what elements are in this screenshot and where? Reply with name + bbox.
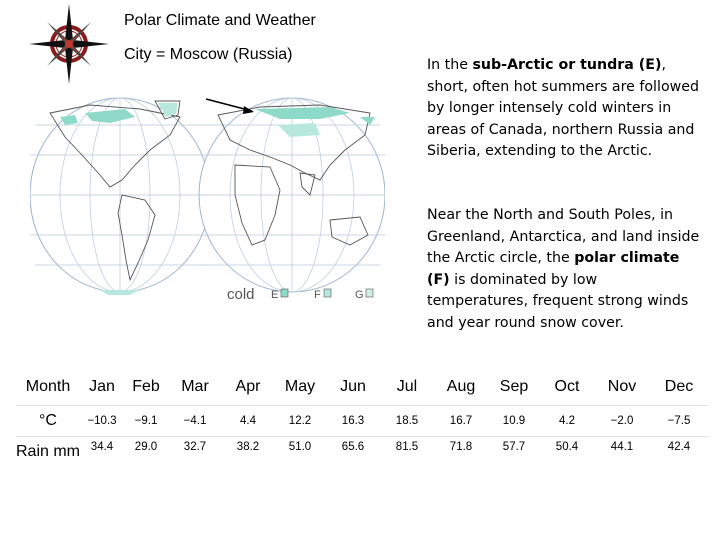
month-cell: Nov [594, 369, 650, 406]
month-cell: Jun [326, 369, 380, 406]
city-subtitle: City = Moscow (Russia) [124, 46, 293, 63]
temperature-cell: −9.1 [124, 406, 168, 437]
month-cell: Feb [124, 369, 168, 406]
map-legend-g-label: G [355, 289, 364, 301]
rain-cell: 34.4 [90, 441, 114, 453]
compass-rose-icon [27, 2, 111, 86]
map-legend-f-label: F [314, 289, 321, 301]
rain-cell: 57.7 [502, 441, 526, 453]
rain-cell: 29.0 [134, 441, 158, 453]
month-cell: Apr [222, 369, 274, 406]
climate-table [16, 369, 708, 497]
month-cell: Jan [80, 369, 124, 406]
temperature-cell: 4.2 [540, 406, 594, 437]
temperature-cell: 16.7 [434, 406, 488, 437]
rain-label: Rain mm [16, 443, 81, 460]
rain-cell: 38.2 [236, 441, 260, 453]
temperature-cell: 10.9 [488, 406, 540, 437]
rain-cell: 51.0 [288, 441, 312, 453]
month-cell: May [274, 369, 326, 406]
temperature-cell: −4.1 [168, 406, 222, 437]
temperature-label: °C [16, 406, 80, 437]
map-legend-f-swatch [324, 289, 331, 297]
temperature-cell: 4.4 [222, 406, 274, 437]
month-cell: Jul [380, 369, 434, 406]
map-legend-title: cold [227, 286, 255, 303]
temperature-cell: −2.0 [594, 406, 650, 437]
rain-row [16, 437, 708, 498]
month-cell: Sep [488, 369, 540, 406]
rain-cell: 81.5 [395, 441, 419, 453]
month-cell: Oct [540, 369, 594, 406]
tundra-description: In the sub-Arctic or tundra (E), short, often hot summers are followed by longer intensely cold winters in areas of Canada, northern Russia and Siberia, extending to the Arctic. [427, 57, 699, 160]
map-legend-e-swatch [281, 289, 288, 297]
month-cell: Aug [434, 369, 488, 406]
temperature-cell: −10.3 [80, 406, 124, 437]
table-header-row [16, 369, 708, 406]
month-cell: Dec [650, 369, 708, 406]
month-cell: Mar [168, 369, 222, 406]
polar-description: Near the North and South Poles, in Greenland, Antarctica, and land inside the Arctic circle, the polar climate (F) is dominated by low temperatures, frequent strong winds and year round snow cover. [427, 207, 700, 331]
rain-cell: 71.8 [449, 441, 473, 453]
rain-cell: 42.4 [667, 441, 691, 453]
rain-cell: 50.4 [555, 441, 579, 453]
page-title: Polar Climate and Weather [124, 12, 316, 29]
map-legend-e-label: E [271, 289, 279, 301]
month-header: Month [16, 369, 80, 406]
rain-cell: 44.1 [610, 441, 634, 453]
temperature-row [16, 406, 708, 437]
temperature-cell: 16.3 [326, 406, 380, 437]
rain-cell: 65.6 [341, 441, 365, 453]
map-legend-g-swatch [366, 289, 373, 297]
temperature-cell: 12.2 [274, 406, 326, 437]
temperature-cell: −7.5 [650, 406, 708, 437]
temperature-cell: 18.5 [380, 406, 434, 437]
rain-cell: 32.7 [183, 441, 207, 453]
world-climate-map [30, 95, 385, 310]
